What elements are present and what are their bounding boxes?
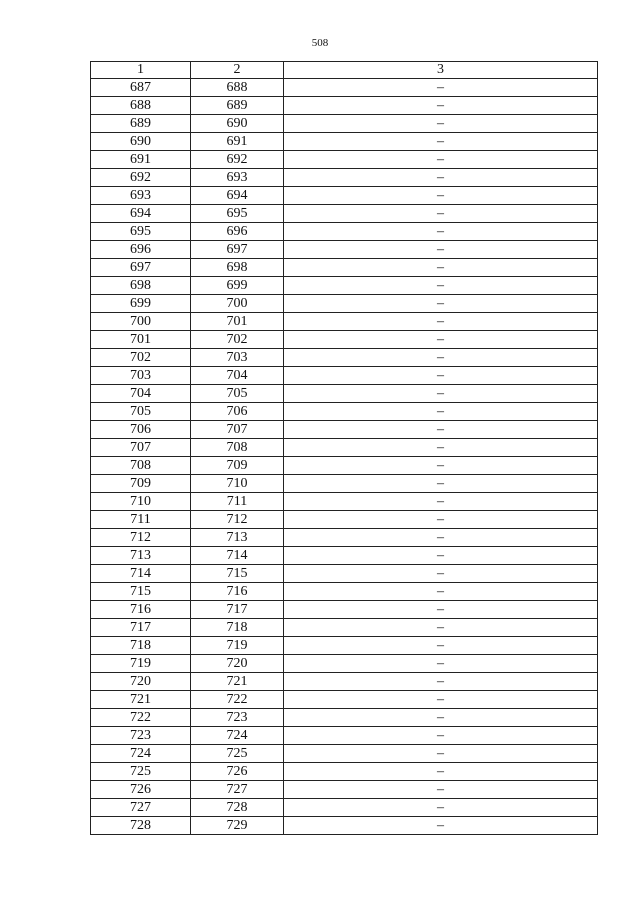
table-cell-col-2: 712 [191, 511, 284, 529]
table-cell-col-3: – [284, 655, 598, 673]
table-row [91, 547, 598, 565]
table-cell-col-3: – [284, 151, 598, 169]
table-cell-col-3: – [284, 547, 598, 565]
table-header [91, 62, 598, 79]
table-row [91, 223, 598, 241]
table-cell-col-2: 707 [191, 421, 284, 439]
table-cell-col-3: – [284, 259, 598, 277]
table-cell-col-2: 727 [191, 781, 284, 799]
header-row [91, 62, 598, 79]
table-cell-col-1: 710 [91, 493, 191, 511]
table-row [91, 187, 598, 205]
table-cell-col-1: 705 [91, 403, 191, 421]
table-cell-col-1: 696 [91, 241, 191, 259]
table-cell-col-1: 691 [91, 151, 191, 169]
table-row [91, 529, 598, 547]
table-cell-col-1: 707 [91, 439, 191, 457]
table-cell-col-3: – [284, 493, 598, 511]
data-table [90, 61, 598, 835]
table-cell-col-2: 715 [191, 565, 284, 583]
table-cell-col-3: – [284, 97, 598, 115]
table-row [91, 601, 598, 619]
column-header-1: 1 [91, 62, 191, 79]
table-row [91, 367, 598, 385]
table-cell-col-2: 698 [191, 259, 284, 277]
table-cell-col-2: 716 [191, 583, 284, 601]
table-cell-col-1: 723 [91, 727, 191, 745]
table-cell-col-1: 703 [91, 367, 191, 385]
table-cell-col-2: 691 [191, 133, 284, 151]
table-cell-col-1: 687 [91, 79, 191, 97]
table-row [91, 205, 598, 223]
table-cell-col-3: – [284, 79, 598, 97]
table-cell-col-1: 717 [91, 619, 191, 637]
table-cell-col-1: 701 [91, 331, 191, 349]
table-cell-col-3: – [284, 673, 598, 691]
table-cell-col-1: 713 [91, 547, 191, 565]
table-cell-col-3: – [284, 115, 598, 133]
column-header-3: 3 [284, 62, 598, 79]
table-cell-col-3: – [284, 223, 598, 241]
table-row [91, 709, 598, 727]
table-row [91, 133, 598, 151]
table-cell-col-3: – [284, 529, 598, 547]
table-row [91, 511, 598, 529]
table-cell-col-1: 697 [91, 259, 191, 277]
table-row [91, 349, 598, 367]
table-cell-col-2: 690 [191, 115, 284, 133]
table-row [91, 619, 598, 637]
table-cell-col-1: 727 [91, 799, 191, 817]
table-cell-col-1: 709 [91, 475, 191, 493]
table-row [91, 727, 598, 745]
table-cell-col-3: – [284, 601, 598, 619]
table-row [91, 457, 598, 475]
table-cell-col-2: 692 [191, 151, 284, 169]
table-cell-col-1: 724 [91, 745, 191, 763]
table-row [91, 421, 598, 439]
table-row [91, 583, 598, 601]
table-row [91, 745, 598, 763]
column-header-2: 2 [191, 62, 284, 79]
table-cell-col-3: – [284, 763, 598, 781]
table-row [91, 115, 598, 133]
table-cell-col-1: 720 [91, 673, 191, 691]
table-cell-col-1: 688 [91, 97, 191, 115]
table-cell-col-3: – [284, 133, 598, 151]
table-cell-col-3: – [284, 583, 598, 601]
table-row [91, 79, 598, 97]
table-cell-col-1: 708 [91, 457, 191, 475]
table-cell-col-3: – [284, 313, 598, 331]
table-cell-col-2: 725 [191, 745, 284, 763]
table-cell-col-3: – [284, 421, 598, 439]
table-cell-col-1: 690 [91, 133, 191, 151]
table-cell-col-2: 726 [191, 763, 284, 781]
table-cell-col-3: – [284, 295, 598, 313]
table-cell-col-1: 716 [91, 601, 191, 619]
table-cell-col-2: 706 [191, 403, 284, 421]
table-cell-col-2: 700 [191, 295, 284, 313]
table-cell-col-1: 699 [91, 295, 191, 313]
table-cell-col-2: 688 [191, 79, 284, 97]
table-cell-col-3: – [284, 475, 598, 493]
table-cell-col-1: 692 [91, 169, 191, 187]
table-row [91, 169, 598, 187]
table-cell-col-1: 689 [91, 115, 191, 133]
table-cell-col-2: 697 [191, 241, 284, 259]
table-body [91, 79, 598, 835]
table-cell-col-1: 725 [91, 763, 191, 781]
table-cell-col-2: 696 [191, 223, 284, 241]
table-cell-col-2: 703 [191, 349, 284, 367]
table-row [91, 403, 598, 421]
table-cell-col-2: 693 [191, 169, 284, 187]
table-cell-col-3: – [284, 799, 598, 817]
table-row [91, 691, 598, 709]
table-cell-col-2: 704 [191, 367, 284, 385]
table-row [91, 475, 598, 493]
table-cell-col-3: – [284, 349, 598, 367]
table-cell-col-1: 726 [91, 781, 191, 799]
table-cell-col-3: – [284, 727, 598, 745]
table-cell-col-3: – [284, 745, 598, 763]
table-row [91, 637, 598, 655]
table-row [91, 331, 598, 349]
table-cell-col-2: 699 [191, 277, 284, 295]
table-cell-col-3: – [284, 187, 598, 205]
table-row [91, 673, 598, 691]
table-cell-col-1: 711 [91, 511, 191, 529]
table-row [91, 277, 598, 295]
table-cell-col-1: 706 [91, 421, 191, 439]
table-cell-col-3: – [284, 781, 598, 799]
table-cell-col-2: 695 [191, 205, 284, 223]
table-cell-col-2: 717 [191, 601, 284, 619]
table-row [91, 385, 598, 403]
table-cell-col-3: – [284, 385, 598, 403]
table-cell-col-3: – [284, 241, 598, 259]
table-cell-col-2: 711 [191, 493, 284, 511]
page-number: 508 [311, 37, 329, 49]
table-cell-col-3: – [284, 331, 598, 349]
table-row [91, 295, 598, 313]
table-cell-col-3: – [284, 169, 598, 187]
table-cell-col-2: 718 [191, 619, 284, 637]
table-cell-col-2: 708 [191, 439, 284, 457]
table-cell-col-2: 710 [191, 475, 284, 493]
table-row [91, 313, 598, 331]
table-cell-col-1: 702 [91, 349, 191, 367]
table-cell-col-2: 702 [191, 331, 284, 349]
table-cell-col-1: 698 [91, 277, 191, 295]
table-cell-col-3: – [284, 439, 598, 457]
table-row [91, 151, 598, 169]
table-cell-col-3: – [284, 277, 598, 295]
table-cell-col-1: 712 [91, 529, 191, 547]
table-row [91, 799, 598, 817]
table-cell-col-1: 695 [91, 223, 191, 241]
table-cell-col-3: – [284, 205, 598, 223]
table-cell-col-3: – [284, 367, 598, 385]
table-cell-col-2: 723 [191, 709, 284, 727]
table-cell-col-1: 700 [91, 313, 191, 331]
table-cell-col-3: – [284, 457, 598, 475]
table-cell-col-2: 689 [191, 97, 284, 115]
table-cell-col-1: 693 [91, 187, 191, 205]
table-cell-col-2: 724 [191, 727, 284, 745]
table-cell-col-1: 704 [91, 385, 191, 403]
table-row [91, 781, 598, 799]
table-cell-col-3: – [284, 403, 598, 421]
table-row [91, 763, 598, 781]
table-cell-col-3: – [284, 709, 598, 727]
table-cell-col-1: 722 [91, 709, 191, 727]
table-cell-col-2: 709 [191, 457, 284, 475]
table-cell-col-2: 729 [191, 817, 284, 835]
table-cell-col-1: 715 [91, 583, 191, 601]
table-cell-col-3: – [284, 691, 598, 709]
table-cell-col-2: 720 [191, 655, 284, 673]
table-row [91, 439, 598, 457]
table-cell-col-2: 728 [191, 799, 284, 817]
table-cell-col-3: – [284, 619, 598, 637]
table-cell-col-2: 719 [191, 637, 284, 655]
table-cell-col-2: 694 [191, 187, 284, 205]
table-row [91, 241, 598, 259]
table-cell-col-3: – [284, 817, 598, 835]
table-cell-col-2: 701 [191, 313, 284, 331]
table-row [91, 259, 598, 277]
table-cell-col-2: 714 [191, 547, 284, 565]
table-cell-col-3: – [284, 637, 598, 655]
table-cell-col-3: – [284, 565, 598, 583]
table-cell-col-1: 714 [91, 565, 191, 583]
table-cell-col-1: 721 [91, 691, 191, 709]
table-cell-col-2: 722 [191, 691, 284, 709]
table-row [91, 565, 598, 583]
table-row [91, 493, 598, 511]
table-cell-col-1: 719 [91, 655, 191, 673]
table-cell-col-2: 721 [191, 673, 284, 691]
table-cell-col-3: – [284, 511, 598, 529]
table-cell-col-1: 718 [91, 637, 191, 655]
table-row [91, 97, 598, 115]
table-cell-col-2: 713 [191, 529, 284, 547]
table-cell-col-2: 705 [191, 385, 284, 403]
table-row [91, 817, 598, 835]
table-cell-col-1: 728 [91, 817, 191, 835]
table-row [91, 655, 598, 673]
table-cell-col-1: 694 [91, 205, 191, 223]
